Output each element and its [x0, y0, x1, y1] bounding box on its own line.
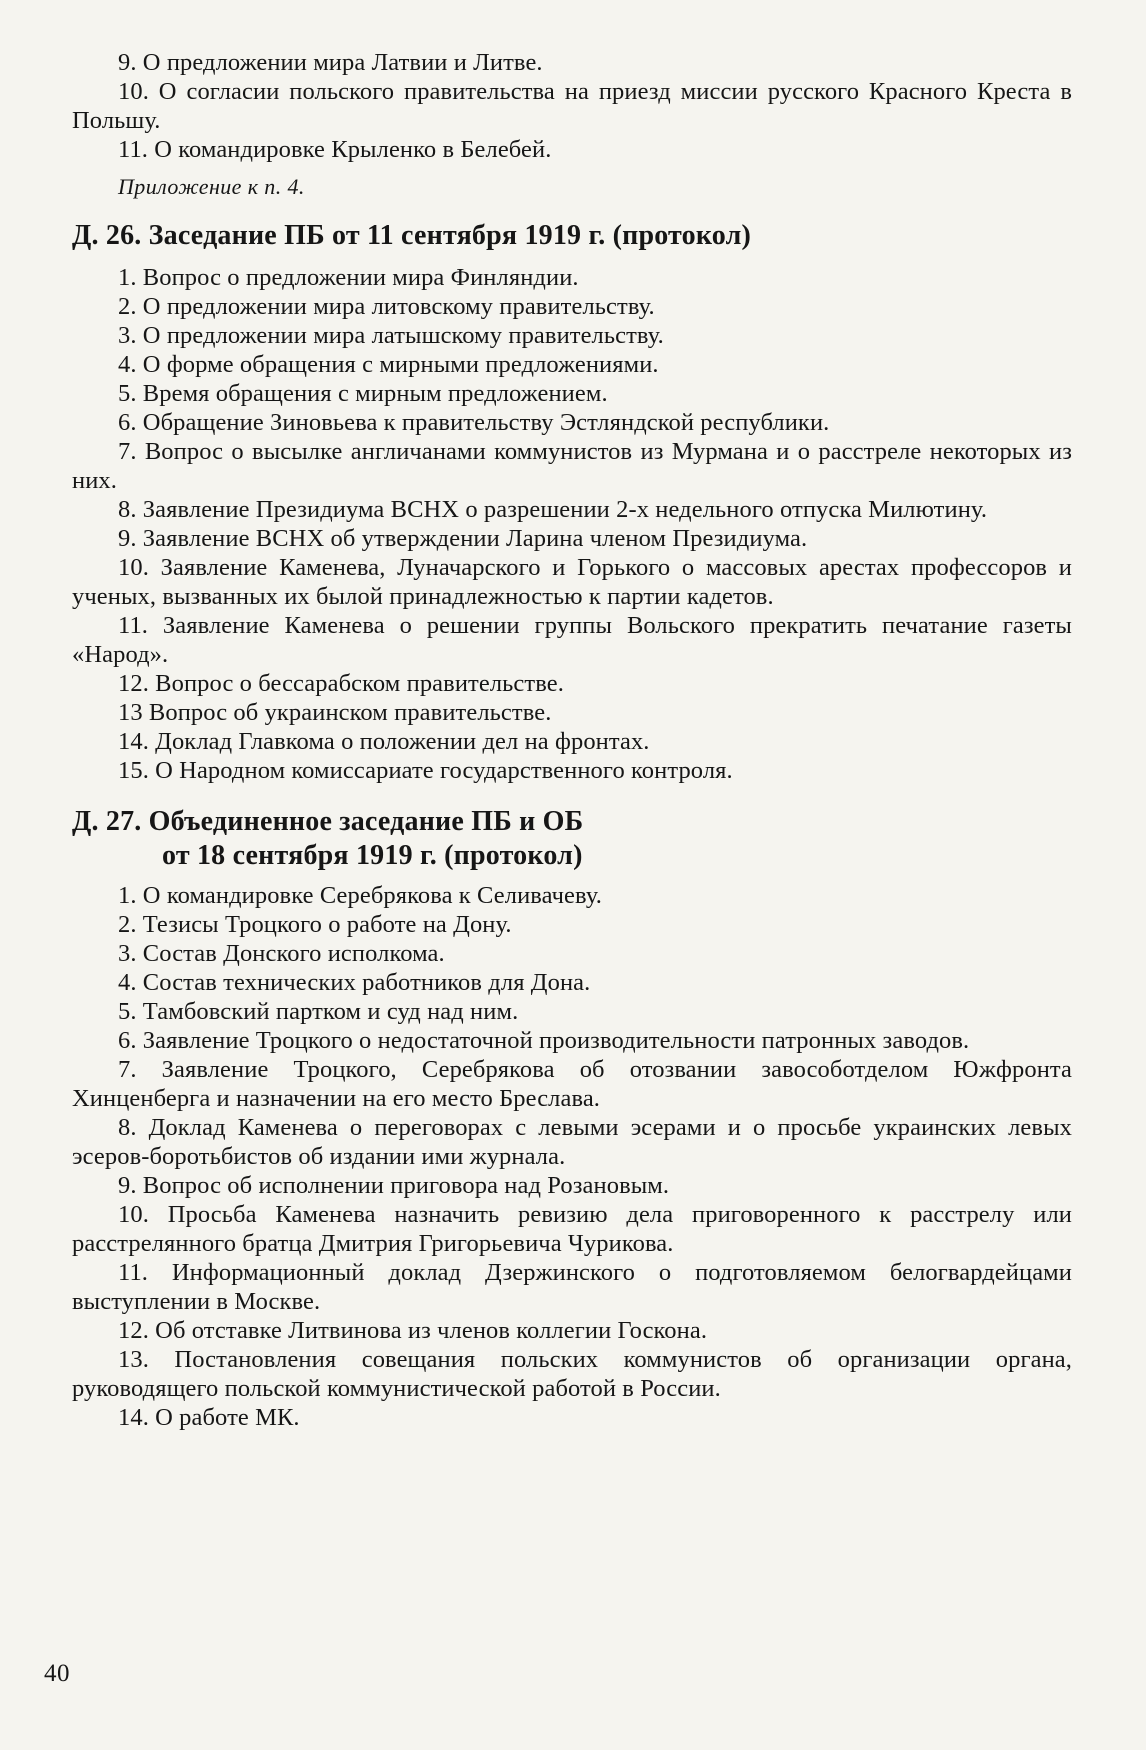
list-item: 6. Обращение Зиновьева к правительству Эстляндской республики.	[118, 409, 830, 436]
list-item: 12. Об отставке Литвинова из членов коллегии Госкона.	[118, 1317, 708, 1344]
section-27-list	[72, 881, 1072, 1432]
list-item: 9. О предложении мира Латвии и Литве.	[118, 49, 543, 76]
section-26-list	[72, 263, 1072, 785]
list-item: 10. О согласии польского правительства на приезд миссии русского Красного Креста в Польшу.	[72, 78, 1072, 134]
list-item: 11. Заявление Каменева о решении группы Вольского прекратить печатание газеты «Народ».	[72, 612, 1072, 668]
appendix-note: Приложение к п. 4.	[118, 174, 305, 199]
list-item: 8. Заявление Президиума ВСНХ о разрешении 2-х недельного отпуска Милютину.	[118, 496, 988, 523]
list-item: 7. Заявление Троцкого, Серебрякова об отозвании завособотделом Южфронта Хинценберга и назначении на его место Бреслава.	[72, 1056, 1072, 1112]
list-item: 7. Вопрос о высылке англичанами коммунистов из Мурмана и о расстреле некоторых из них.	[72, 438, 1072, 494]
list-item: 12. Вопрос о бессарабском правительстве.	[118, 670, 564, 697]
section-26	[72, 219, 1072, 253]
list-item: 14. О работе МК.	[118, 1404, 300, 1431]
list-item: 15. О Народном комиссариате государственного контроля.	[118, 757, 733, 784]
list-item: 13 Вопрос об украинском правительстве.	[118, 699, 552, 726]
list-item: 10. Просьба Каменева назначить ревизию дела приговоренного к расстрелу или расстрелянного братца Дмитрия Григорьевича Чурикова.	[72, 1201, 1072, 1257]
section-27	[72, 805, 1072, 873]
list-item: 13. Постановления совещания польских коммунистов об организации органа, руководящего польской коммунистической работой в России.	[72, 1346, 1072, 1402]
list-item: 10. Заявление Каменева, Луначарского и Горького о массовых арестах профессоров и ученых, вызванных их былой принадлежностью к партии кадетов.	[72, 554, 1072, 610]
list-item: 1. О командировке Серебрякова к Селивачеву.	[118, 882, 602, 909]
list-item: 4. О форме обращения с мирными предложениями.	[118, 351, 659, 378]
list-item: 11. Информационный доклад Дзержинского о подготовляемом белогвардейцами выступлении в Москве.	[72, 1259, 1072, 1315]
list-item: 4. Состав технических работников для Дона.	[118, 969, 591, 996]
section-26-title: Д. 26. Заседание ПБ от 11 сентября 1919 г. (протокол)	[72, 220, 752, 251]
intro-list	[72, 48, 1072, 164]
list-item: 2. Тезисы Троцкого о работе на Дону.	[118, 911, 512, 938]
list-item: 9. Заявление ВСНХ об утверждении Ларина членом Президиума.	[118, 525, 808, 552]
section-27-subtitle: от 18 сентября 1919 г. (протокол)	[162, 840, 583, 871]
list-item: 3. Состав Донского исполкома.	[118, 940, 445, 967]
list-item: 1. Вопрос о предложении мира Финляндии.	[118, 264, 579, 291]
list-item: 2. О предложении мира литовскому правительству.	[118, 293, 655, 320]
list-item: 9. Вопрос об исполнении приговора над Розановым.	[118, 1172, 670, 1199]
list-item: 5. Тамбовский партком и суд над ним.	[118, 998, 519, 1025]
list-item: 6. Заявление Троцкого о недостаточной производительности патронных заводов.	[118, 1027, 970, 1054]
list-item: 11. О командировке Крыленко в Белебей.	[118, 136, 552, 163]
section-27-title: Д. 27. Объединенное заседание ПБ и ОБ	[72, 806, 584, 837]
list-item: 8. Доклад Каменева о переговорах с левыми эсерами и о просьбе украинских левых эсеров-боротьбистов об издании ими журнала.	[72, 1114, 1072, 1170]
text-column	[72, 48, 1072, 1432]
list-item: 5. Время обращения с мирным предложением.	[118, 380, 608, 407]
list-item: 3. О предложении мира латышскому правительству.	[118, 322, 664, 349]
page-number: 40	[44, 1660, 70, 1687]
list-item: 14. Доклад Главкома о положении дел на фронтах.	[118, 728, 650, 755]
